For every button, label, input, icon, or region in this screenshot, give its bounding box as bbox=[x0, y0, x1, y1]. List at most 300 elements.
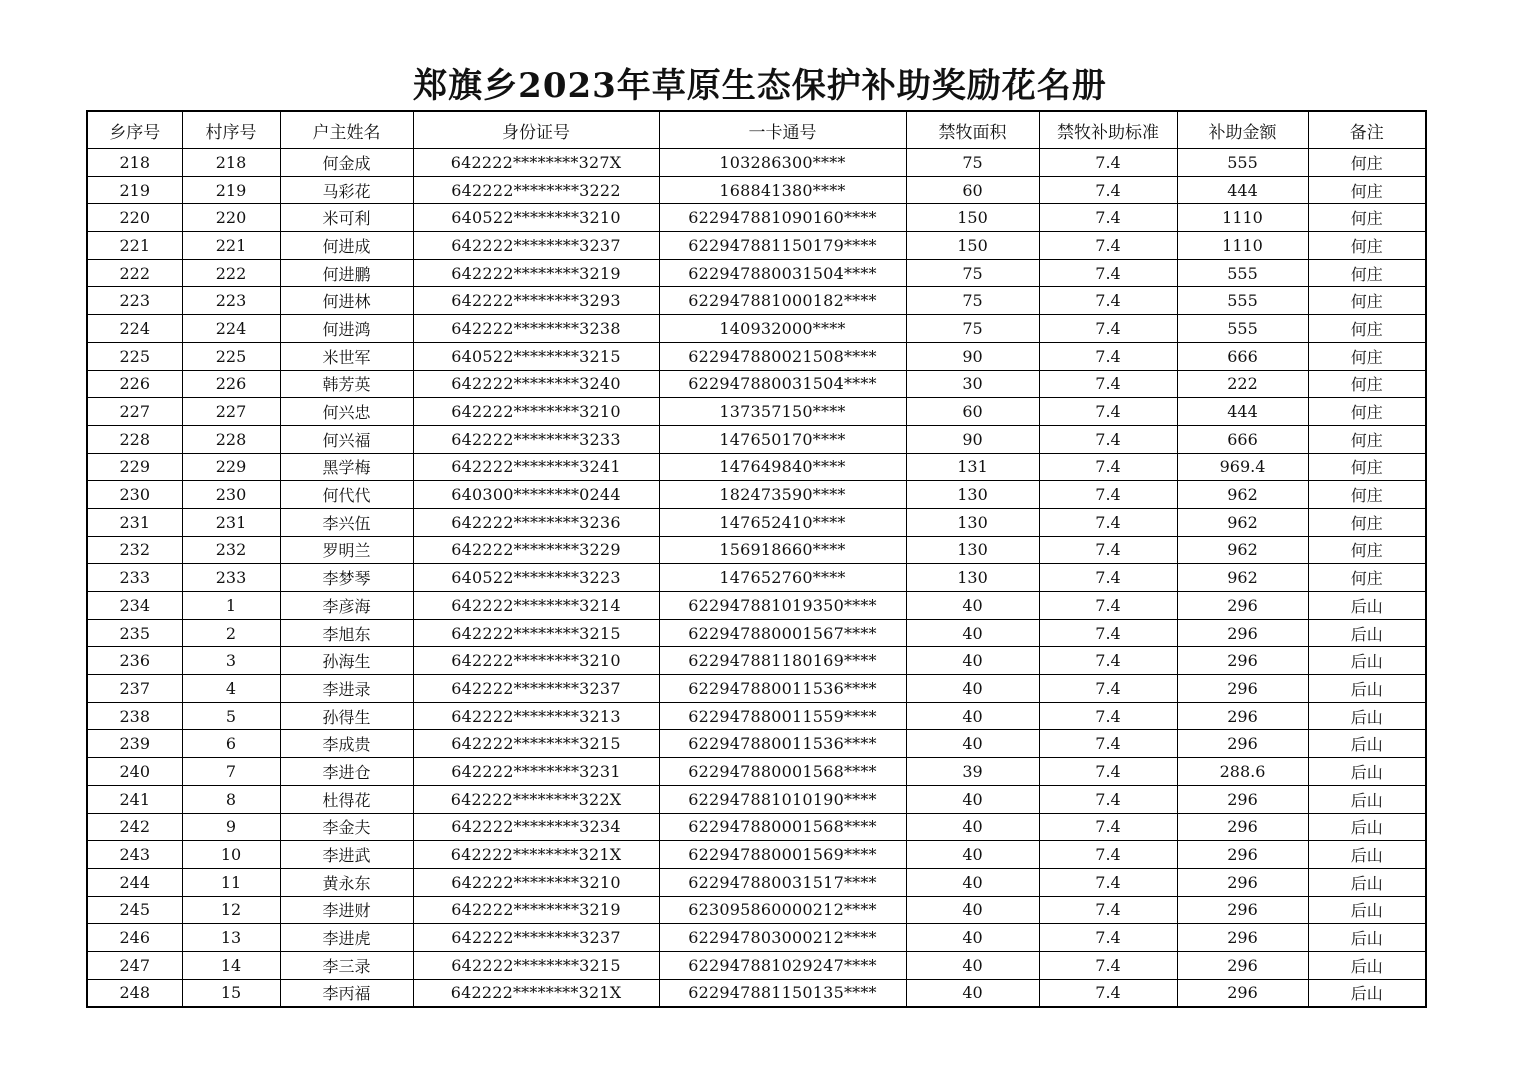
table-row bbox=[87, 287, 1426, 315]
subsidy-rate-cell: 7.4 bbox=[1039, 979, 1177, 1007]
subsidy-rate-cell: 7.4 bbox=[1039, 730, 1177, 758]
grazing-area-cell: 130 bbox=[906, 536, 1039, 564]
col-subsidy-amount-header: 补助金额 bbox=[1177, 111, 1308, 149]
head-name-cell: 韩芳英 bbox=[280, 370, 413, 398]
head-name-cell: 李彦海 bbox=[280, 592, 413, 620]
subsidy-amount-cell: 555 bbox=[1177, 259, 1308, 287]
table-row bbox=[87, 979, 1426, 1007]
remark-cell: 何庄 bbox=[1308, 149, 1426, 177]
township-no-cell: 245 bbox=[87, 896, 182, 924]
table-row bbox=[87, 259, 1426, 287]
subsidy-amount-cell: 962 bbox=[1177, 564, 1308, 592]
subsidy-rate-cell: 7.4 bbox=[1039, 951, 1177, 979]
subsidy-rate-cell: 7.4 bbox=[1039, 868, 1177, 896]
head-name-cell: 何进林 bbox=[280, 287, 413, 315]
id-number-cell: 642222********321X bbox=[413, 979, 659, 1007]
id-number-cell: 640522********3223 bbox=[413, 564, 659, 592]
head-name-cell: 李进仓 bbox=[280, 758, 413, 786]
card-number-cell: 622947880011536**** bbox=[659, 730, 906, 758]
head-name-cell: 何进成 bbox=[280, 232, 413, 260]
id-number-cell: 642222********321X bbox=[413, 841, 659, 869]
subsidy-amount-cell: 1110 bbox=[1177, 232, 1308, 260]
grazing-area-cell: 75 bbox=[906, 149, 1039, 177]
id-number-cell: 642222********3219 bbox=[413, 259, 659, 287]
township-no-cell: 230 bbox=[87, 481, 182, 509]
col-subsidy-rate-header: 禁牧补助标准 bbox=[1039, 111, 1177, 149]
subsidy-rate-cell: 7.4 bbox=[1039, 398, 1177, 426]
grazing-area-cell: 60 bbox=[906, 176, 1039, 204]
id-number-cell: 640300********0244 bbox=[413, 481, 659, 509]
head-name-cell: 何兴忠 bbox=[280, 398, 413, 426]
grazing-area-cell: 130 bbox=[906, 481, 1039, 509]
remark-cell: 后山 bbox=[1308, 951, 1426, 979]
head-name-cell: 何金成 bbox=[280, 149, 413, 177]
village-no-cell: 2 bbox=[182, 619, 280, 647]
village-no-cell: 233 bbox=[182, 564, 280, 592]
grazing-area-cell: 130 bbox=[906, 564, 1039, 592]
township-no-cell: 220 bbox=[87, 204, 182, 232]
subsidy-amount-cell: 666 bbox=[1177, 425, 1308, 453]
township-no-cell: 223 bbox=[87, 287, 182, 315]
id-number-cell: 642222********3229 bbox=[413, 536, 659, 564]
village-no-cell: 3 bbox=[182, 647, 280, 675]
head-name-cell: 孙海生 bbox=[280, 647, 413, 675]
subsidy-rate-cell: 7.4 bbox=[1039, 619, 1177, 647]
subsidy-rate-cell: 7.4 bbox=[1039, 675, 1177, 703]
head-name-cell: 李成贵 bbox=[280, 730, 413, 758]
remark-cell: 后山 bbox=[1308, 702, 1426, 730]
table-row bbox=[87, 232, 1426, 260]
head-name-cell: 李旭东 bbox=[280, 619, 413, 647]
head-name-cell: 李丙福 bbox=[280, 979, 413, 1007]
id-number-cell: 642222********3240 bbox=[413, 370, 659, 398]
id-number-cell: 640522********3210 bbox=[413, 204, 659, 232]
remark-cell: 何庄 bbox=[1308, 508, 1426, 536]
subsidy-rate-cell: 7.4 bbox=[1039, 647, 1177, 675]
subsidy-rate-cell: 7.4 bbox=[1039, 287, 1177, 315]
head-name-cell: 李兴伍 bbox=[280, 508, 413, 536]
subsidy-rate-cell: 7.4 bbox=[1039, 896, 1177, 924]
subsidy-rate-cell: 7.4 bbox=[1039, 342, 1177, 370]
village-no-cell: 12 bbox=[182, 896, 280, 924]
id-number-cell: 642222********3219 bbox=[413, 896, 659, 924]
remark-cell: 何庄 bbox=[1308, 536, 1426, 564]
col-remark-header: 备注 bbox=[1308, 111, 1426, 149]
id-number-cell: 642222********3237 bbox=[413, 675, 659, 703]
card-number-cell: 622947880031504**** bbox=[659, 259, 906, 287]
id-number-cell: 642222********3231 bbox=[413, 758, 659, 786]
subsidy-amount-cell: 296 bbox=[1177, 592, 1308, 620]
township-no-cell: 229 bbox=[87, 453, 182, 481]
table-row bbox=[87, 481, 1426, 509]
card-number-cell: 622947881150135**** bbox=[659, 979, 906, 1007]
subsidy-amount-cell: 296 bbox=[1177, 813, 1308, 841]
grazing-area-cell: 75 bbox=[906, 315, 1039, 343]
table-row bbox=[87, 647, 1426, 675]
col-card-number-header: 一卡通号 bbox=[659, 111, 906, 149]
subsidy-amount-cell: 296 bbox=[1177, 979, 1308, 1007]
village-no-cell: 225 bbox=[182, 342, 280, 370]
subsidy-amount-cell: 555 bbox=[1177, 287, 1308, 315]
subsidy-rate-cell: 7.4 bbox=[1039, 813, 1177, 841]
head-name-cell: 黄永东 bbox=[280, 868, 413, 896]
col-head-name-header: 户主姓名 bbox=[280, 111, 413, 149]
subsidy-amount-cell: 555 bbox=[1177, 149, 1308, 177]
remark-cell: 后山 bbox=[1308, 868, 1426, 896]
village-no-cell: 230 bbox=[182, 481, 280, 509]
township-no-cell: 238 bbox=[87, 702, 182, 730]
remark-cell: 何庄 bbox=[1308, 564, 1426, 592]
subsidy-rate-cell: 7.4 bbox=[1039, 592, 1177, 620]
subsidy-amount-cell: 962 bbox=[1177, 481, 1308, 509]
id-number-cell: 642222********3210 bbox=[413, 398, 659, 426]
remark-cell: 后山 bbox=[1308, 841, 1426, 869]
village-no-cell: 4 bbox=[182, 675, 280, 703]
grazing-area-cell: 130 bbox=[906, 508, 1039, 536]
card-number-cell: 140932000**** bbox=[659, 315, 906, 343]
table-row bbox=[87, 176, 1426, 204]
head-name-cell: 黑学梅 bbox=[280, 453, 413, 481]
remark-cell: 何庄 bbox=[1308, 176, 1426, 204]
col-id-number-header: 身份证号 bbox=[413, 111, 659, 149]
remark-cell: 后山 bbox=[1308, 785, 1426, 813]
remark-cell: 何庄 bbox=[1308, 259, 1426, 287]
township-no-cell: 222 bbox=[87, 259, 182, 287]
subsidy-amount-cell: 296 bbox=[1177, 675, 1308, 703]
subsidy-rate-cell: 7.4 bbox=[1039, 149, 1177, 177]
head-name-cell: 何进鹏 bbox=[280, 259, 413, 287]
village-no-cell: 11 bbox=[182, 868, 280, 896]
col-village-no-header: 村序号 bbox=[182, 111, 280, 149]
remark-cell: 何庄 bbox=[1308, 287, 1426, 315]
township-no-cell: 228 bbox=[87, 425, 182, 453]
township-no-cell: 246 bbox=[87, 924, 182, 952]
id-number-cell: 640522********3215 bbox=[413, 342, 659, 370]
village-no-cell: 231 bbox=[182, 508, 280, 536]
grazing-area-cell: 40 bbox=[906, 813, 1039, 841]
table-row bbox=[87, 370, 1426, 398]
table-row bbox=[87, 398, 1426, 426]
head-name-cell: 何代代 bbox=[280, 481, 413, 509]
grazing-area-cell: 150 bbox=[906, 204, 1039, 232]
card-number-cell: 622947881000182**** bbox=[659, 287, 906, 315]
head-name-cell: 米世军 bbox=[280, 342, 413, 370]
table-row bbox=[87, 592, 1426, 620]
table-row bbox=[87, 564, 1426, 592]
township-no-cell: 240 bbox=[87, 758, 182, 786]
card-number-cell: 137357150**** bbox=[659, 398, 906, 426]
table-row bbox=[87, 204, 1426, 232]
head-name-cell: 李梦琴 bbox=[280, 564, 413, 592]
card-number-cell: 103286300**** bbox=[659, 149, 906, 177]
head-name-cell: 李进武 bbox=[280, 841, 413, 869]
subsidy-rate-cell: 7.4 bbox=[1039, 758, 1177, 786]
subsidy-amount-cell: 296 bbox=[1177, 868, 1308, 896]
subsidy-amount-cell: 1110 bbox=[1177, 204, 1308, 232]
subsidy-rate-cell: 7.4 bbox=[1039, 785, 1177, 813]
subsidy-amount-cell: 296 bbox=[1177, 785, 1308, 813]
village-no-cell: 9 bbox=[182, 813, 280, 841]
grazing-area-cell: 40 bbox=[906, 675, 1039, 703]
grazing-area-cell: 40 bbox=[906, 841, 1039, 869]
village-no-cell: 232 bbox=[182, 536, 280, 564]
subsidy-rate-cell: 7.4 bbox=[1039, 232, 1177, 260]
township-no-cell: 232 bbox=[87, 536, 182, 564]
card-number-cell: 147652760**** bbox=[659, 564, 906, 592]
township-no-cell: 221 bbox=[87, 232, 182, 260]
grazing-area-cell: 131 bbox=[906, 453, 1039, 481]
head-name-cell: 孙得生 bbox=[280, 702, 413, 730]
village-no-cell: 221 bbox=[182, 232, 280, 260]
village-no-cell: 228 bbox=[182, 425, 280, 453]
head-name-cell: 李进财 bbox=[280, 896, 413, 924]
grazing-area-cell: 39 bbox=[906, 758, 1039, 786]
table-row bbox=[87, 730, 1426, 758]
grazing-area-cell: 40 bbox=[906, 702, 1039, 730]
township-no-cell: 247 bbox=[87, 951, 182, 979]
card-number-cell: 622947880001568**** bbox=[659, 758, 906, 786]
card-number-cell: 623095860000212**** bbox=[659, 896, 906, 924]
subsidy-amount-cell: 962 bbox=[1177, 508, 1308, 536]
subsidy-amount-cell: 296 bbox=[1177, 841, 1308, 869]
col-township-no-header: 乡序号 bbox=[87, 111, 182, 149]
village-no-cell: 220 bbox=[182, 204, 280, 232]
card-number-cell: 156918660**** bbox=[659, 536, 906, 564]
subsidy-amount-cell: 555 bbox=[1177, 315, 1308, 343]
township-no-cell: 227 bbox=[87, 398, 182, 426]
subsidy-rate-cell: 7.4 bbox=[1039, 564, 1177, 592]
township-no-cell: 237 bbox=[87, 675, 182, 703]
head-name-cell: 杜得花 bbox=[280, 785, 413, 813]
subsidy-rate-cell: 7.4 bbox=[1039, 425, 1177, 453]
township-no-cell: 241 bbox=[87, 785, 182, 813]
card-number-cell: 622947880011536**** bbox=[659, 675, 906, 703]
subsidy-rate-cell: 7.4 bbox=[1039, 841, 1177, 869]
head-name-cell: 马彩花 bbox=[280, 176, 413, 204]
table-row bbox=[87, 342, 1426, 370]
id-number-cell: 642222********3213 bbox=[413, 702, 659, 730]
table-row bbox=[87, 785, 1426, 813]
township-no-cell: 244 bbox=[87, 868, 182, 896]
head-name-cell: 罗明兰 bbox=[280, 536, 413, 564]
subsidy-amount-cell: 969.4 bbox=[1177, 453, 1308, 481]
subsidy-amount-cell: 666 bbox=[1177, 342, 1308, 370]
table-row bbox=[87, 896, 1426, 924]
subsidy-rate-cell: 7.4 bbox=[1039, 924, 1177, 952]
card-number-cell: 622947803000212**** bbox=[659, 924, 906, 952]
subsidy-rate-cell: 7.4 bbox=[1039, 370, 1177, 398]
village-no-cell: 222 bbox=[182, 259, 280, 287]
id-number-cell: 642222********3215 bbox=[413, 619, 659, 647]
township-no-cell: 235 bbox=[87, 619, 182, 647]
village-no-cell: 223 bbox=[182, 287, 280, 315]
village-no-cell: 229 bbox=[182, 453, 280, 481]
card-number-cell: 622947880021508**** bbox=[659, 342, 906, 370]
subsidy-amount-cell: 296 bbox=[1177, 702, 1308, 730]
col-grazing-area-header: 禁牧面积 bbox=[906, 111, 1039, 149]
head-name-cell: 李金夫 bbox=[280, 813, 413, 841]
table-row bbox=[87, 315, 1426, 343]
card-number-cell: 622947880001568**** bbox=[659, 813, 906, 841]
remark-cell: 后山 bbox=[1308, 619, 1426, 647]
card-number-cell: 622947881029247**** bbox=[659, 951, 906, 979]
id-number-cell: 642222********3222 bbox=[413, 176, 659, 204]
card-number-cell: 622947881019350**** bbox=[659, 592, 906, 620]
remark-cell: 何庄 bbox=[1308, 204, 1426, 232]
head-name-cell: 米可利 bbox=[280, 204, 413, 232]
card-number-cell: 622947880031504**** bbox=[659, 370, 906, 398]
township-no-cell: 219 bbox=[87, 176, 182, 204]
subsidy-amount-cell: 296 bbox=[1177, 730, 1308, 758]
township-no-cell: 225 bbox=[87, 342, 182, 370]
table-row bbox=[87, 813, 1426, 841]
card-number-cell: 147649840**** bbox=[659, 453, 906, 481]
card-number-cell: 622947881010190**** bbox=[659, 785, 906, 813]
table-row bbox=[87, 149, 1426, 177]
remark-cell: 后山 bbox=[1308, 813, 1426, 841]
township-no-cell: 248 bbox=[87, 979, 182, 1007]
card-number-cell: 622947881090160**** bbox=[659, 204, 906, 232]
remark-cell: 何庄 bbox=[1308, 425, 1426, 453]
card-number-cell: 622947880001569**** bbox=[659, 841, 906, 869]
table-row bbox=[87, 508, 1426, 536]
subsidy-amount-cell: 296 bbox=[1177, 619, 1308, 647]
grazing-area-cell: 75 bbox=[906, 259, 1039, 287]
table-body bbox=[87, 149, 1426, 1008]
subsidy-amount-cell: 288.6 bbox=[1177, 758, 1308, 786]
table-row bbox=[87, 702, 1426, 730]
township-no-cell: 231 bbox=[87, 508, 182, 536]
head-name-cell: 李进录 bbox=[280, 675, 413, 703]
remark-cell: 何庄 bbox=[1308, 315, 1426, 343]
subsidy-rate-cell: 7.4 bbox=[1039, 176, 1177, 204]
remark-cell: 何庄 bbox=[1308, 481, 1426, 509]
township-no-cell: 239 bbox=[87, 730, 182, 758]
head-name-cell: 何兴福 bbox=[280, 425, 413, 453]
grazing-area-cell: 40 bbox=[906, 868, 1039, 896]
subsidy-rate-cell: 7.4 bbox=[1039, 702, 1177, 730]
page-title: 郑旗乡2023年草原生态保护补助奖励花名册 bbox=[413, 66, 1107, 106]
card-number-cell: 622947880011559**** bbox=[659, 702, 906, 730]
remark-cell: 何庄 bbox=[1308, 398, 1426, 426]
card-number-cell: 147650170**** bbox=[659, 425, 906, 453]
card-number-cell: 622947881150179**** bbox=[659, 232, 906, 260]
village-no-cell: 227 bbox=[182, 398, 280, 426]
id-number-cell: 642222********3215 bbox=[413, 951, 659, 979]
grazing-area-cell: 60 bbox=[906, 398, 1039, 426]
subsidy-rate-cell: 7.4 bbox=[1039, 259, 1177, 287]
card-number-cell: 147652410**** bbox=[659, 508, 906, 536]
head-name-cell: 何进鸿 bbox=[280, 315, 413, 343]
subsidy-amount-cell: 444 bbox=[1177, 398, 1308, 426]
id-number-cell: 642222********3237 bbox=[413, 232, 659, 260]
id-number-cell: 642222********3210 bbox=[413, 868, 659, 896]
village-no-cell: 224 bbox=[182, 315, 280, 343]
subsidy-rate-cell: 7.4 bbox=[1039, 536, 1177, 564]
village-no-cell: 6 bbox=[182, 730, 280, 758]
subsidy-amount-cell: 962 bbox=[1177, 536, 1308, 564]
grazing-area-cell: 150 bbox=[906, 232, 1039, 260]
subsidy-rate-cell: 7.4 bbox=[1039, 481, 1177, 509]
subsidy-amount-cell: 296 bbox=[1177, 896, 1308, 924]
village-no-cell: 5 bbox=[182, 702, 280, 730]
subsidy-rate-cell: 7.4 bbox=[1039, 508, 1177, 536]
grazing-area-cell: 30 bbox=[906, 370, 1039, 398]
remark-cell: 后山 bbox=[1308, 592, 1426, 620]
card-number-cell: 182473590**** bbox=[659, 481, 906, 509]
subsidy-amount-cell: 444 bbox=[1177, 176, 1308, 204]
card-number-cell: 622947880001567**** bbox=[659, 619, 906, 647]
subsidy-amount-cell: 222 bbox=[1177, 370, 1308, 398]
remark-cell: 何庄 bbox=[1308, 342, 1426, 370]
remark-cell: 后山 bbox=[1308, 896, 1426, 924]
id-number-cell: 642222********3238 bbox=[413, 315, 659, 343]
table-row bbox=[87, 758, 1426, 786]
remark-cell: 何庄 bbox=[1308, 453, 1426, 481]
table-row bbox=[87, 951, 1426, 979]
head-name-cell: 李三录 bbox=[280, 951, 413, 979]
remark-cell: 后山 bbox=[1308, 924, 1426, 952]
header-row bbox=[87, 111, 1426, 149]
village-no-cell: 218 bbox=[182, 149, 280, 177]
id-number-cell: 642222********3214 bbox=[413, 592, 659, 620]
subsidy-amount-cell: 296 bbox=[1177, 951, 1308, 979]
table-row bbox=[87, 536, 1426, 564]
village-no-cell: 7 bbox=[182, 758, 280, 786]
village-no-cell: 219 bbox=[182, 176, 280, 204]
remark-cell: 后山 bbox=[1308, 979, 1426, 1007]
township-no-cell: 224 bbox=[87, 315, 182, 343]
card-number-cell: 168841380**** bbox=[659, 176, 906, 204]
table-row bbox=[87, 924, 1426, 952]
subsidy-rate-cell: 7.4 bbox=[1039, 453, 1177, 481]
grazing-area-cell: 75 bbox=[906, 287, 1039, 315]
card-number-cell: 622947881180169**** bbox=[659, 647, 906, 675]
grazing-area-cell: 40 bbox=[906, 619, 1039, 647]
grazing-area-cell: 90 bbox=[906, 425, 1039, 453]
grazing-area-cell: 40 bbox=[906, 924, 1039, 952]
grazing-area-cell: 40 bbox=[906, 979, 1039, 1007]
village-no-cell: 13 bbox=[182, 924, 280, 952]
village-no-cell: 8 bbox=[182, 785, 280, 813]
id-number-cell: 642222********3210 bbox=[413, 647, 659, 675]
subsidy-amount-cell: 296 bbox=[1177, 647, 1308, 675]
township-no-cell: 233 bbox=[87, 564, 182, 592]
township-no-cell: 243 bbox=[87, 841, 182, 869]
township-no-cell: 226 bbox=[87, 370, 182, 398]
village-no-cell: 10 bbox=[182, 841, 280, 869]
township-no-cell: 234 bbox=[87, 592, 182, 620]
head-name-cell: 李进虎 bbox=[280, 924, 413, 952]
table-row bbox=[87, 841, 1426, 869]
table-row bbox=[87, 675, 1426, 703]
table-row bbox=[87, 868, 1426, 896]
grazing-area-cell: 40 bbox=[906, 592, 1039, 620]
grazing-area-cell: 40 bbox=[906, 785, 1039, 813]
subsidy-amount-cell: 296 bbox=[1177, 924, 1308, 952]
remark-cell: 后山 bbox=[1308, 758, 1426, 786]
township-no-cell: 218 bbox=[87, 149, 182, 177]
table-row bbox=[87, 619, 1426, 647]
grazing-area-cell: 90 bbox=[906, 342, 1039, 370]
remark-cell: 后山 bbox=[1308, 647, 1426, 675]
village-no-cell: 226 bbox=[182, 370, 280, 398]
village-no-cell: 14 bbox=[182, 951, 280, 979]
village-no-cell: 15 bbox=[182, 979, 280, 1007]
remark-cell: 何庄 bbox=[1308, 232, 1426, 260]
card-number-cell: 622947880031517**** bbox=[659, 868, 906, 896]
remark-cell: 何庄 bbox=[1308, 370, 1426, 398]
